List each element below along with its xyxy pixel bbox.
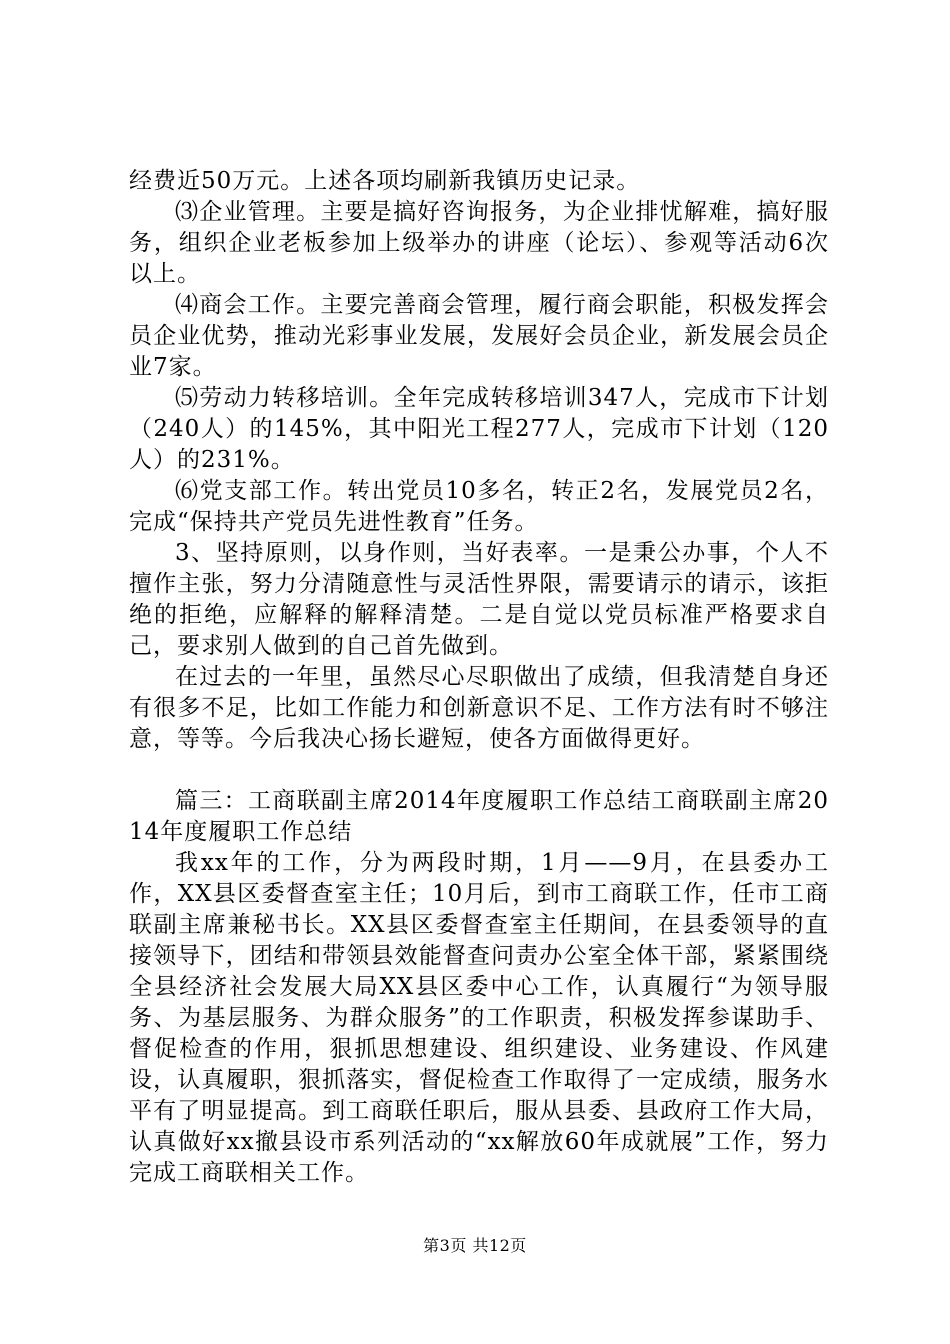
paragraph-2: ⑶企业管理。主要是搞好咨询报务，为企业排忧解难，搞好服务，组织企业老板参加上级举办的讲座（论坛）、参观等活动6次以上。	[129, 199, 829, 287]
paragraph-5: ⑹党支部工作。转出党员10多名，转正2名，发展党员2名，完成“保持共产党员先进性教育”任务。	[129, 478, 829, 535]
paragraph-1: 经费近50万元。上述各项均刷新我镇历史记录。	[129, 168, 641, 194]
paragraph-4: ⑸劳动力转移培训。全年完成转移培训347人，完成市下计划（240人）的145%，其中阳光工程277人，完成市下计划（120人）的231%。	[129, 385, 829, 473]
paragraph-3: ⑷商会工作。主要完善商会管理，履行商会职能，积极发挥会员企业优势，推动光彩事业发展，发展好会员企业，新发展会员企业7家。	[129, 292, 829, 380]
paragraph-7: 在过去的一年里，虽然尽心尽职做出了成绩，但我清楚自身还有很多不足，比如工作能力和创新意识不足、工作方法有时不够注意，等等。今后我决心扬长避短，使各方面做得更好。	[129, 664, 829, 752]
section-paragraph-1: 我xx年的工作，分为两段时期，1月——9月，在县委办工作，XX县区委督查室主任；10月后，到市工商联工作，任市工商联副主席兼秘书长。XX县区委督查室主任期间，在县委领导的直接领导下，团结和带领县效能督查问责办公室全体干部，紧紧围绕全县经济社会发展大局XX县区委中心工作，认真履行“为领导服务、为基层服务、为群众服务”的工作职责，积极发挥参谋助手、督促检查的作用，狠抓思想建设、组织建设、业务建设、作风建设，认真履职，狠抓落实，督促检查工作取得了一定成绩，服务水平有了明显提高。到工商联任职后，服从县委、县政府工作大局，认真做好xx撤县设市系列活动的“xx解放60年成就展”工作，努力完成工商联相关工作。	[129, 850, 829, 1186]
page-footer: 第3页 共12页	[423, 1236, 527, 1255]
paragraph-6: 3、坚持原则，以身作则，当好表率。一是秉公办事，个人不擅作主张，努力分清随意性与灵活性界限，需要请示的请示，该拒绝的拒绝，应解释的解释清楚。二是自觉以党员标准严格要求自己，要求别人做到的自己首先做到。	[129, 540, 829, 659]
section-spacer	[129, 755, 829, 786]
section-heading: 篇三：工商联副主席2014年度履职工作总结工商联副主席2014年度履职工作总结	[129, 788, 829, 845]
document-body	[129, 166, 829, 1189]
